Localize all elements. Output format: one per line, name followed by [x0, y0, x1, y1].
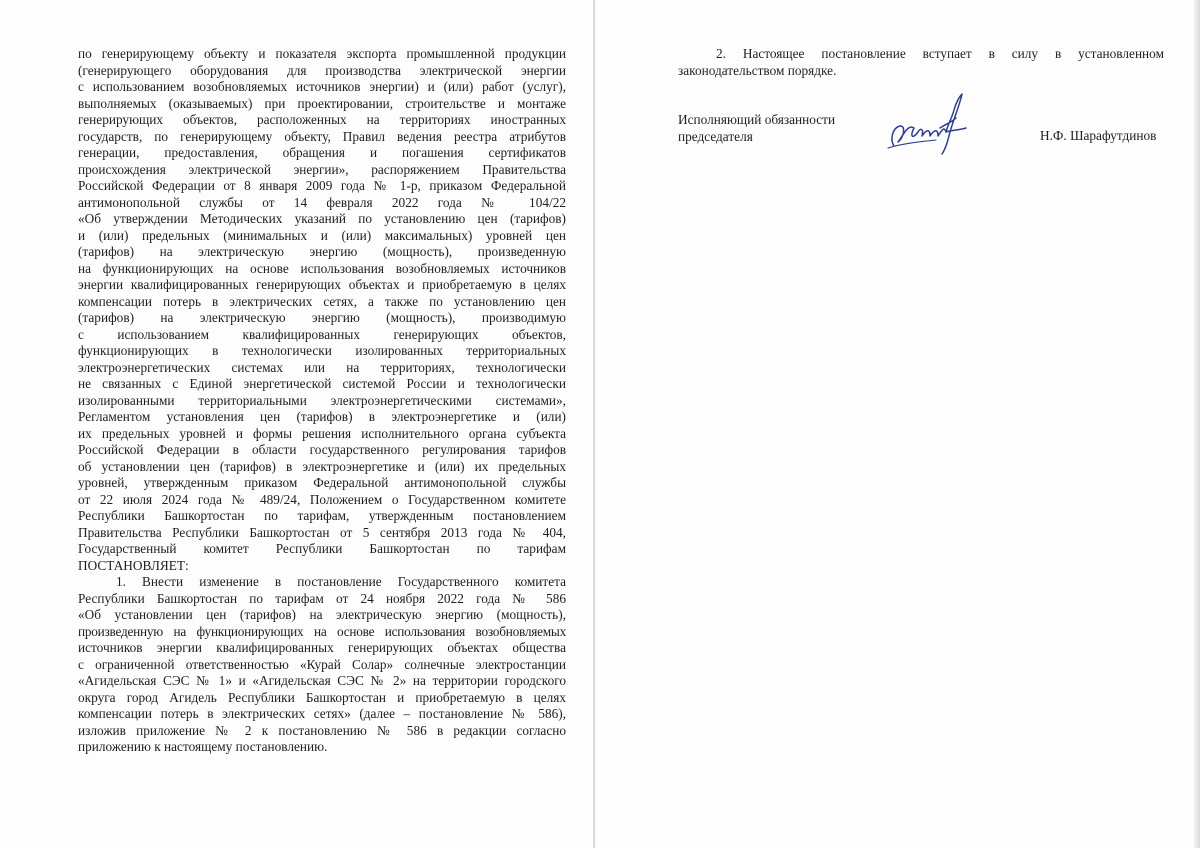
left-page [0, 0, 594, 848]
text-line: изложив приложение № 2 к постановлению № 586 в редакции согласно [78, 722, 566, 738]
text-line: произведенную на функционирующих на основе использования возобновляемых [78, 623, 566, 639]
signer-name: Н.Ф. Шарафутдинов [1040, 128, 1157, 143]
text-line: приложению к настоящему постановлению. [78, 739, 328, 754]
text-line: с ограниченной ответственностью «Курай Солар» солнечные электростанции [78, 656, 566, 672]
text-line: государств, по генерирующему объекту, Правил ведения реестра атрибутов [78, 128, 566, 144]
text-line: «Об установлении цен (тарифов) на электрическую энергию (мощность), [78, 607, 566, 622]
signer-role [678, 112, 868, 145]
signer-role-line: председателя [678, 128, 753, 144]
text-line: (тарифов) на электрическую энергию (мощность), производимую [78, 310, 566, 325]
text-line: и (или) предельных (минимальных и (или) максимальных) уровней цен [78, 227, 566, 243]
handwritten-signature [880, 88, 974, 158]
text-line: «Об утверждении Методических указаний по установлению цен (тарифов) [78, 211, 566, 226]
text-line: от 22 июля 2024 года № 489/24, Положением о Государственном комитете [78, 491, 566, 507]
text-line: 1. Внести изменение в постановление Государственного комитета [116, 574, 566, 589]
text-line: функционирующих в технологически изолированных территориальных [78, 343, 566, 358]
text-line: их предельных уровней и формы решения исполнительного органа субъекта [78, 425, 566, 441]
text-line: компенсации потерь в электрических сетях» (далее – постановление № 586), [78, 706, 566, 721]
text-line: компенсации потерь в электрических сетях, а также по установлению цен [78, 293, 566, 309]
clause-2 [678, 46, 1164, 79]
text-line: по генерирующему объекту и показателя экспорта промышленной продукции [78, 46, 566, 61]
text-line: источников энергии квалифицированных генерирующих объектах общества [78, 640, 566, 655]
text-line: энергии квалифицированных генерирующих объектах и приобретаемую в целях [78, 277, 566, 292]
text-line: округа город Агидель Республики Башкортостан и приобретаемую в целях [78, 689, 566, 705]
text-line: Республики Башкортостан по тарифам от 24 ноября 2022 года № 586 [78, 590, 566, 606]
text-line: генерирующих объектов, расположенных на территориях иностранных [78, 112, 566, 127]
text-line: электроэнергетических системах или на территориях, технологически [78, 359, 566, 375]
clause-2-line: законодательством порядке. [678, 62, 837, 78]
text-line: с использованием квалифицированных генерирующих объектов, [78, 326, 566, 342]
text-line: «Агидельская СЭС № 1» и «Агидельская СЭС № 2» на территории городского [78, 673, 566, 688]
signer-role-line: Исполняющий обязанности [678, 112, 836, 127]
text-line: антимонопольной службы от 14 февраля 2022 года № 104/22 [78, 194, 566, 210]
text-line: выполняемых (оказываемых) при проектировании, строительстве и монтаже [78, 95, 566, 111]
body-text [78, 46, 566, 756]
clause-2-line: 2. Настоящее постановление вступает в силу в установленном [716, 46, 1164, 61]
text-line: Государственный комитет Республики Башкортостан по тарифам [78, 541, 566, 556]
text-line: на функционирующих на основе использования возобновляемых источников [78, 260, 566, 276]
text-line: генерации, предоставления, обращения и погашения сертификатов [78, 145, 566, 160]
text-line: уровней, утвержденным приказом Федеральной антимонопольной службы [78, 475, 566, 490]
text-line: об установлении цен (тарифов) в электроэнергетике и (или) их предельных [78, 458, 566, 474]
page-edge [1194, 0, 1200, 848]
text-line: изолированными территориальными электроэнергетическими системами», [78, 392, 566, 408]
text-line: Республики Башкортостан по тарифам, утвержденным постановлением [78, 508, 566, 523]
text-line: происхождения электрической энергии», распоряжением Правительства [78, 161, 566, 177]
text-line: не связанных с Единой энергетической системой России и технологически [78, 376, 566, 391]
text-line: Российской Федерации в области государственного регулирования тарифов [78, 442, 566, 457]
text-line: (тарифов) на электрическую энергию (мощность), произведенную [78, 244, 566, 259]
text-line: Правительства Республики Башкортостан от 5 сентября 2013 года № 404, [78, 524, 566, 540]
text-line: с использованием возобновляемых источников энергии) и (или) работ (услуг), [78, 79, 566, 94]
text-line: Регламентом установления цен (тарифов) в электроэнергетике и (или) [78, 409, 566, 424]
text-line: (генерирующего оборудования для производства электрической энергии [78, 62, 566, 78]
text-line: Российской Федерации от 8 января 2009 года № 1-р, приказом Федеральной [78, 178, 566, 193]
decree-word: ПОСТАНОВЛЯЕТ: [78, 557, 189, 573]
